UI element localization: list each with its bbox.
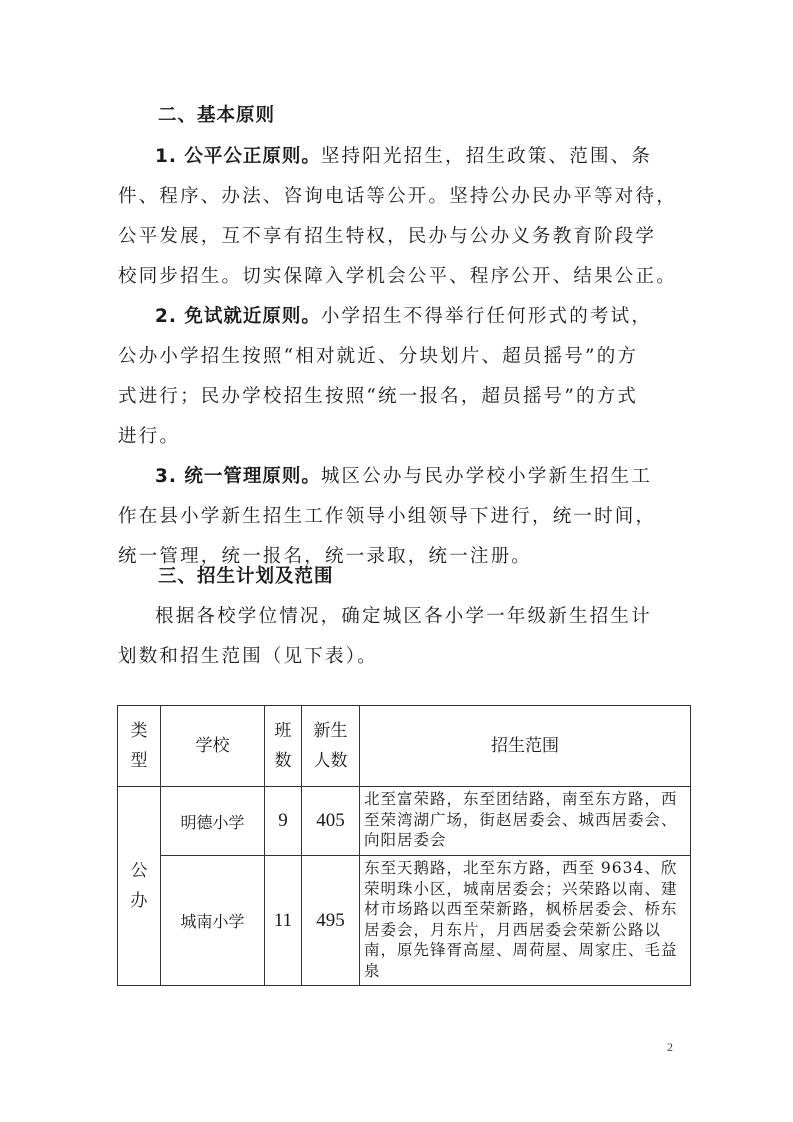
header-range: 招生范围 bbox=[360, 706, 691, 787]
enrollment-range: 东至天鹅路，北至东方路，西至 9634、欣荣明珠小区，城南居委会；兴荣路以南、建材市场路以西至荣新路，枫桥居委会、桥东居委会，月东片，月西居委会荣新公路以南，原先锋胥高屋、周荷屋、周家庄、毛益泉 bbox=[360, 856, 691, 986]
page-number: 2 bbox=[667, 1040, 673, 1054]
header-type: 类 型 bbox=[118, 706, 161, 787]
student-count: 495 bbox=[302, 856, 360, 986]
header-school: 学校 bbox=[161, 706, 265, 787]
table-row bbox=[118, 856, 691, 986]
intro-line: 划数和招生范围（见下表）。 bbox=[118, 646, 378, 667]
header-students: 新生 人数 bbox=[302, 706, 360, 787]
principle-2-line: 小学招生不得举行任何形式的考试， bbox=[320, 306, 653, 327]
student-count: 405 bbox=[302, 787, 360, 856]
principle-1-line: 校同步招生。切实保障入学机会公平、程序公开、结果公正。 bbox=[118, 266, 677, 287]
principle-2-title: 2. 免试就近原则。 bbox=[155, 306, 321, 327]
principle-1-line: 坚持阳光招生，招生政策、范围、条 bbox=[320, 146, 653, 167]
principle-3-line: 作在县小学新生招生工作领导小组领导下进行，统一时间， bbox=[118, 506, 657, 527]
principle-3-line: 城区公办与民办学校小学新生招生工 bbox=[320, 466, 653, 487]
group-type-cell: 公 办 bbox=[118, 787, 161, 986]
enrollment-range: 北至富荣路，东至团结路，南至东方路，西至荣湾湖广场，街赵居委会、城西居委会、向阳居委会 bbox=[360, 787, 691, 856]
principle-3-title: 3. 统一管理原则。 bbox=[155, 466, 321, 487]
principle-1-line: 件、程序、办法、咨询电话等公开。坚持公办民办平等对待， bbox=[118, 186, 677, 207]
principle-2-line: 公办小学招生按照“相对就近、分块划片、超员摇号”的方 bbox=[118, 346, 639, 367]
principle-1 bbox=[118, 137, 690, 297]
principle-3-line: 统一管理，统一报名，统一录取，统一注册。 bbox=[118, 546, 533, 567]
intro-line: 根据各校学位情况，确定城区各小学一年级新生招生计 bbox=[155, 606, 652, 627]
school-name: 城南小学 bbox=[161, 856, 265, 986]
class-count: 9 bbox=[265, 787, 302, 856]
principle-2-line: 进行。 bbox=[118, 426, 181, 447]
principle-1-line: 公平发展，互不享有招生特权，民办与公办义务教育阶段学 bbox=[118, 226, 657, 247]
class-count: 11 bbox=[265, 856, 302, 986]
principle-2-line: 式进行；民办学校招生按照“统一报名，超员摇号”的方式 bbox=[118, 386, 639, 407]
principle-1-title: 1. 公平公正原则。 bbox=[155, 146, 321, 167]
principle-2 bbox=[118, 297, 690, 457]
enrollment-table bbox=[117, 705, 691, 986]
header-classes: 班 数 bbox=[265, 706, 302, 787]
table-row bbox=[118, 787, 691, 856]
section-heading-enrollment-plan: 三、招生计划及范围 bbox=[158, 566, 334, 587]
table-header-row bbox=[118, 706, 691, 787]
enrollment-plan-intro bbox=[118, 597, 690, 677]
section-heading-basic-principles: 二、基本原则 bbox=[158, 105, 276, 126]
school-name: 明德小学 bbox=[161, 787, 265, 856]
